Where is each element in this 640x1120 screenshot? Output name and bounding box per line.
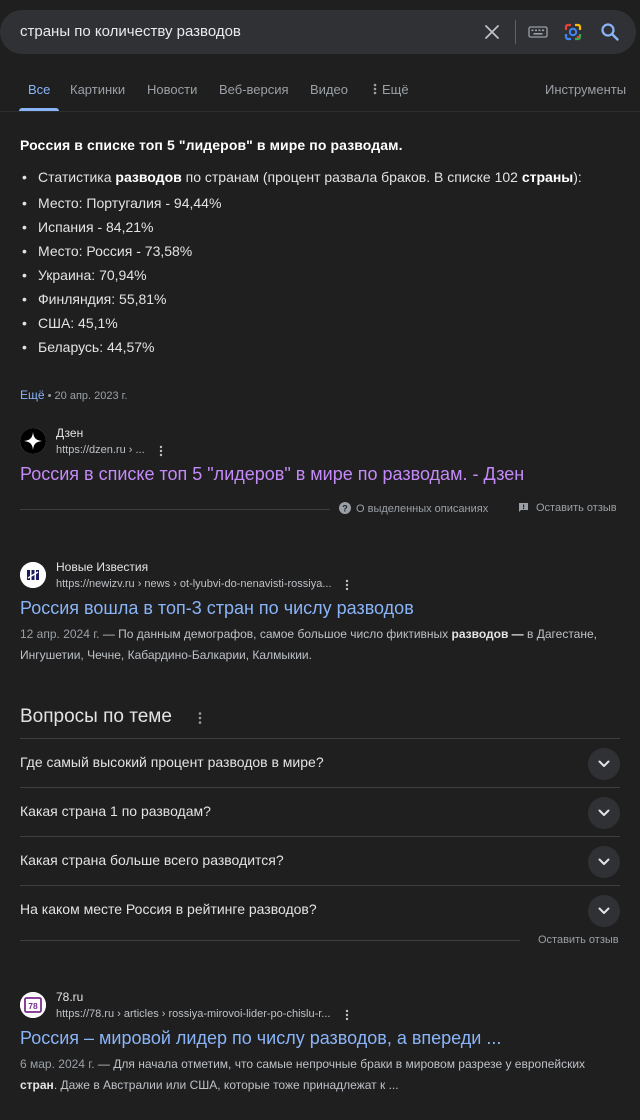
paa-question-row[interactable] [20, 738, 620, 787]
list-item: • Место: Россия - 73,58% [20, 239, 620, 263]
more-vert-icon [373, 83, 377, 95]
more-options-icon[interactable] [345, 579, 349, 591]
search-tabs [0, 80, 640, 110]
result-snippet: 6 мар. 2024 г. — Для начала отметим, что самые непрочные браки в мировом разрезе у европейских стран. Даже в Австралии или США, которые тоже принадлежат к ... [20, 1057, 586, 1092]
expand-button[interactable] [588, 797, 620, 829]
svg-text:78: 78 [28, 1001, 38, 1011]
result-site-name[interactable]: Новые Известия [56, 560, 149, 574]
list-item: • Место: Португалия - 94,44% [20, 191, 620, 215]
78ru-favicon[interactable] [20, 992, 46, 1018]
paa-question: Где самый высокий процент разводов в мире? [20, 754, 324, 770]
search-bar [0, 10, 636, 54]
result-snippet: 12 апр. 2024 г. — По данным демографов, самое большое число фиктивных разводов — в Дагестане, Ингушетии, Чечне, Кабардино-Балкарии, Калмыкии. [20, 627, 597, 662]
featured-result-title[interactable]: Россия в списке топ 5 "лидеров" в мире по разводам. - Дзен [20, 464, 525, 484]
clear-icon[interactable] [480, 20, 504, 44]
paa-feedback-link[interactable]: Оставить отзыв [538, 934, 619, 946]
expand-button[interactable] [588, 846, 620, 878]
newizv-favicon[interactable] [20, 562, 46, 588]
help-icon [339, 502, 351, 514]
search-input[interactable]: страны по количеству разводов [20, 23, 241, 40]
result-title[interactable]: Россия – мировой лидер по числу разводов, а впереди ... [20, 1028, 502, 1048]
featured-snippet-list [20, 167, 620, 359]
search-divider [515, 20, 516, 44]
google-lens-icon[interactable] [561, 20, 585, 44]
keyboard-icon[interactable] [526, 20, 550, 44]
chevron-down-icon [598, 809, 610, 817]
more-options-icon[interactable] [159, 445, 163, 457]
tab-tools[interactable]: Инструменты [545, 82, 627, 97]
about-snippets-link[interactable]: ? О выделенных описаниях [339, 502, 488, 515]
paa-question-row[interactable] [20, 836, 620, 885]
search-icon[interactable] [598, 20, 622, 44]
paa-question: Какая страна 1 по разводам? [20, 803, 211, 819]
result-url[interactable]: https://newizv.ru › news › ot-lyubvi-do-nenavisti-rossiya... [56, 578, 332, 590]
chevron-down-icon [598, 907, 610, 915]
meta-separator: • [47, 390, 55, 402]
result-url[interactable]: https://78.ru › articles › rossiya-mirovoi-lider-po-chislu-r... [56, 1008, 331, 1020]
list-item: • Украина: 70,94% [20, 263, 620, 287]
result-title[interactable]: Россия вошла в топ-3 стран по числу разводов [20, 598, 414, 618]
more-options-icon[interactable] [345, 1009, 349, 1021]
tab-images[interactable]: Картинки [70, 82, 126, 97]
expand-button[interactable] [588, 895, 620, 927]
list-item: • Беларусь: 44,57% [20, 335, 620, 359]
tab-video[interactable]: Видео [310, 82, 348, 97]
result-site-name[interactable]: 78.ru [56, 990, 84, 1004]
paa-title: Вопросы по теме [20, 706, 172, 727]
tabs-divider [0, 111, 640, 112]
list-item: • США: 45,1% [20, 311, 620, 335]
tab-more[interactable] [373, 82, 409, 97]
paa-question: Какая страна больше всего разводится? [20, 852, 284, 868]
featured-snippet-heading: Россия в списке топ 5 "лидеров" в мире по разводам. [20, 137, 403, 153]
paa-question-row[interactable] [20, 787, 620, 836]
paa-question-row[interactable] [20, 885, 620, 934]
more-vert-icon[interactable] [198, 711, 202, 725]
tab-all[interactable]: Все [28, 82, 51, 97]
list-item: • Испания - 84,21% [20, 215, 620, 239]
feedback-icon [518, 502, 529, 513]
more-link[interactable]: Ещё [20, 388, 45, 402]
paa-question: На каком месте Россия в рейтинге разводов? [20, 901, 317, 917]
snippet-date: 20 апр. 2023 г. [54, 390, 128, 402]
list-item: • Финляндия: 55,81% [20, 287, 620, 311]
chevron-down-icon [598, 760, 610, 768]
feedback-link[interactable]: Оставить отзыв [518, 502, 617, 514]
svg-text:?: ? [342, 503, 348, 514]
expand-button[interactable] [588, 748, 620, 780]
dzen-favicon[interactable] [20, 428, 46, 454]
chevron-down-icon [598, 858, 610, 866]
footer-divider [20, 509, 330, 510]
paa-divider [20, 940, 520, 941]
list-item: • Статистика разводов по странам (процент развала браков. В списке 102 страны): [20, 167, 620, 190]
tab-web[interactable]: Веб-версия [219, 82, 289, 97]
source-url[interactable]: https://dzen.ru › ... [56, 444, 145, 456]
tab-news[interactable]: Новости [147, 82, 198, 97]
tab-more-label: Ещё [382, 82, 409, 97]
source-site-name[interactable]: Дзен [56, 426, 84, 440]
featured-snippet-meta [20, 388, 127, 402]
